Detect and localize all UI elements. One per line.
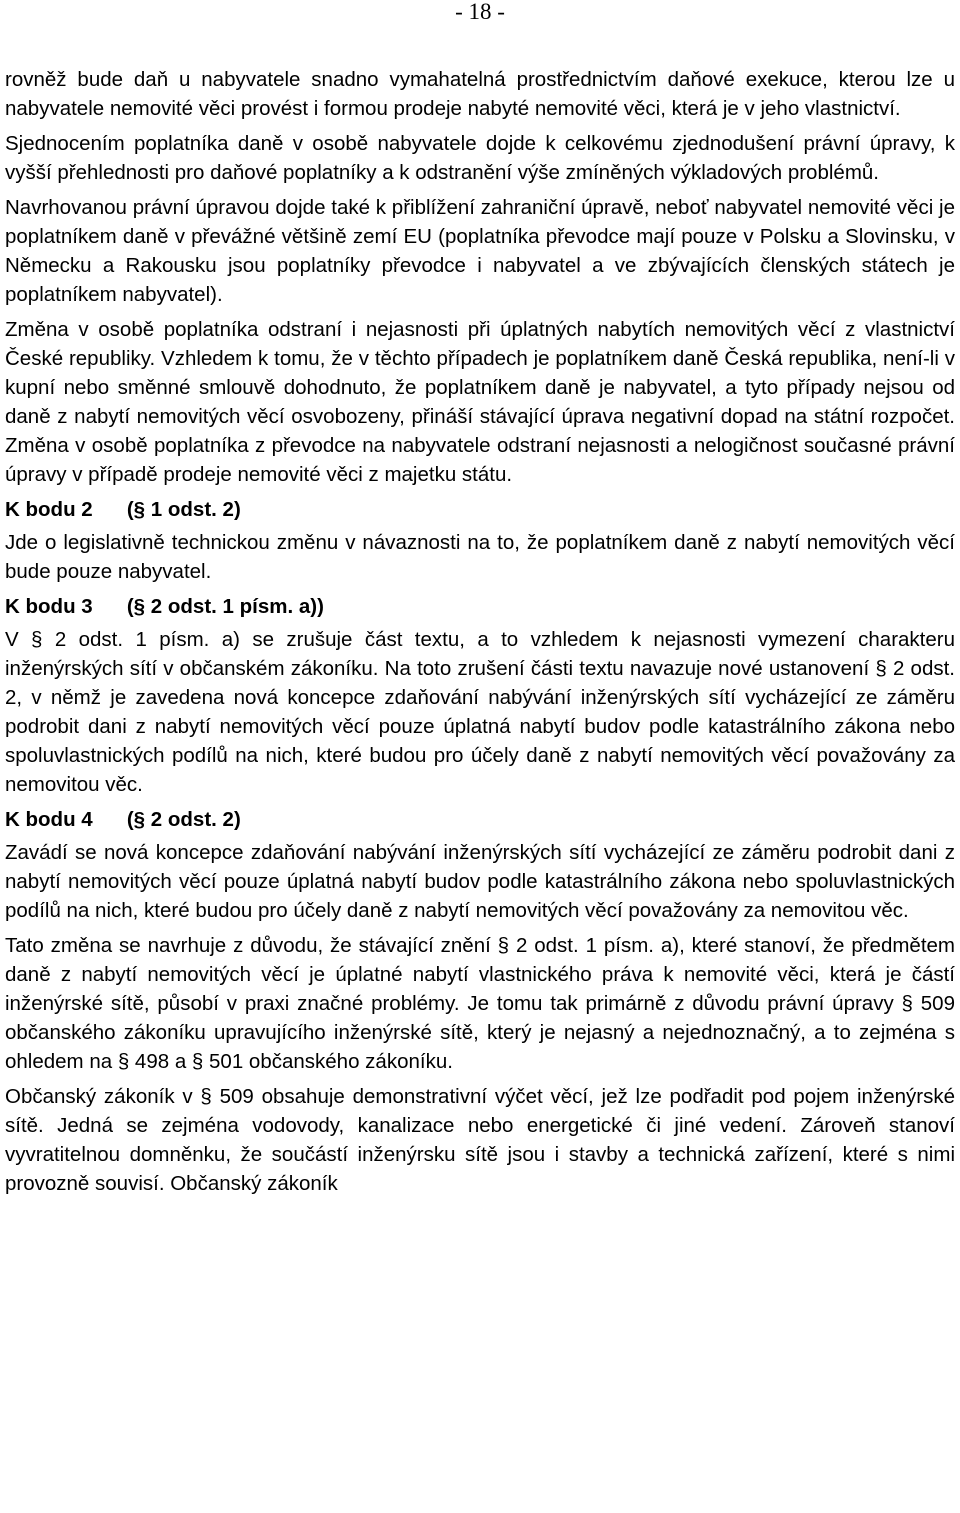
section-heading: K bodu 4 (§ 2 odst. 2) (5, 808, 241, 831)
paragraph: Navrhovanou právní úpravou dojde také k přiblížení zahraniční úpravě, neboť nabyvatel nemovité věci je poplatníkem daně v převážné většině zemí EU (poplatníka převodce mají pouze v Polsku a Slovinsku, v Německu a Rakousku jsou poplatníky převodce i nabyvatel a ve zbývajících členských státech je poplatníkem nabyvatel). (5, 196, 955, 306)
section-heading: K bodu 2 (§ 1 odst. 2) (5, 498, 241, 521)
paragraph: Sjednocením poplatníka daně v osobě nabyvatele dojde k celkovému zjednodušení právní úpravy, k vyšší přehlednosti pro daňové poplatníky a k odstranění výše zmíněných výkladových problémů. (5, 132, 955, 184)
paragraph: Zavádí se nová koncepce zdaňování nabývání inženýrských sítí vycházející ze záměru podrobit dani z nabytí nemovitých věcí pouze úplatná nabytí budov podle katastrálního zákona nebo spoluvlastnických podílů na nich, které budou pro účely daně z nabytí nemovitých věcí považovány za nemovitou věc. (5, 841, 955, 922)
paragraph: Změna v osobě poplatníka odstraní i nejasnosti při úplatných nabytích nemovitých věcí z vlastnictví České republiky. Vzhledem k tomu, že v těchto případech je poplatníkem daně Česká republika, není-li v kupní nebo směnné smlouvě dohodnuto, že poplatníkem daně je nabyvatel, a tyto případy nejsou od daně z nabytí nemovitých věcí osvobozeny, přináší stávající úprava negativní dopad na státní rozpočet. Změna v osobě poplatníka z převodce na nabyvatele odstraní nejasnosti a nelogičnost současné právní úpravy v případě prodeje nemovité věci z majetku státu. (5, 318, 955, 486)
paragraph: rovněž bude daň u nabyvatele snadno vymahatelná prostřednictvím daňové exekuce, kterou lze u nabyvatele nemovité věci provést i formou prodeje nabyté nemovité věci, která je v jeho vlastnictví. (5, 68, 955, 120)
document-body (5, 65, 955, 1204)
section-heading: K bodu 3 (§ 2 odst. 1 písm. a)) (5, 595, 324, 618)
paragraph: Občanský zákoník v § 509 obsahuje demonstrativní výčet věcí, jež lze podřadit pod pojem inženýrské sítě. Jedná se zejména vodovody, kanalizace nebo energetické či jiné vedení. Zároveň stanoví vyvratitelnou domněnku, že součástí inženýrsku sítě jsou i stavby a technická zařízení, které s nimi provozně souvisí. Občanský zákoník (5, 1085, 955, 1195)
paragraph: Tato změna se navrhuje z důvodu, že stávající znění § 2 odst. 1 písm. a), které stanoví, že předmětem daně z nabytí nemovitých věcí je úplatné nabytí vlastnického práva k nemovité věci, která je částí inženýrské sítě, působí v praxi značné problémy. Je tomu tak primárně z důvodu právní úpravy § 509 občanského zákoníku upravujícího inženýrské sítě, který je nejasný a nejednoznačný, a to zejména s ohledem na § 498 a § 501 občanského zákoníku. (5, 934, 955, 1073)
paragraph: V § 2 odst. 1 písm. a) se zrušuje část textu, a to vzhledem k nejasnosti vymezení charakteru inženýrských sítí v občanském zákoníku. Na toto zrušení části textu navazuje nové ustanovení § 2 odst. 2, v němž je zavedena nová koncepce zdaňování nabývání inženýrských sítí vycházející ze záměru podrobit dani z nabytí nemovitých věcí pouze úplatná nabytí budov podle katastrálního zákona nebo spoluvlastnických podílů na nich, které budou pro účely daně z nabytí nemovitých věcí považovány za nemovitou věc. (5, 628, 955, 796)
paragraph: Jde o legislativně technickou změnu v návaznosti na to, že poplatníkem daně z nabytí nemovitých věcí bude pouze nabyvatel. (5, 531, 955, 583)
page-number: - 18 - (455, 0, 505, 24)
